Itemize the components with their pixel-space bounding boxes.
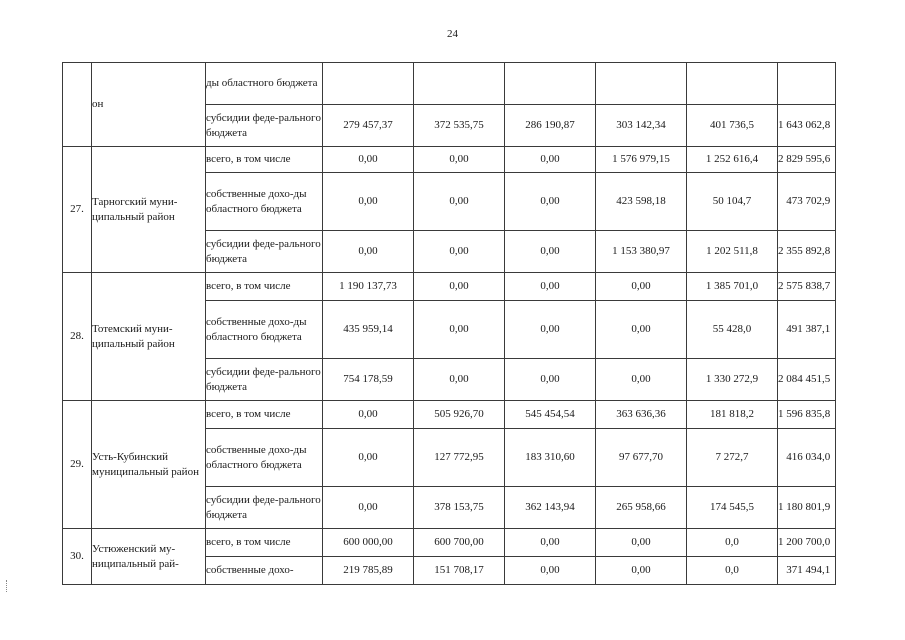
year-value: 1 576 979,15 [596,147,687,173]
year-value: 0,00 [596,359,687,401]
total-value [778,63,836,105]
year-value: 0,00 [414,273,505,301]
year-value: 423 598,18 [596,173,687,231]
year-value [323,63,414,105]
year-value: 0,00 [323,147,414,173]
year-value: 754 178,59 [323,359,414,401]
year-value: 0,00 [323,401,414,429]
year-value: 97 677,70 [596,429,687,487]
table-row [63,147,836,173]
page-number: 24 [447,28,458,40]
year-value [414,63,505,105]
year-value: 0,0 [687,529,778,557]
year-value: 1 153 380,97 [596,231,687,273]
year-value: 362 143,94 [505,487,596,529]
year-value: 0,00 [505,301,596,359]
year-value: 0,00 [505,557,596,585]
year-value: 50 104,7 [687,173,778,231]
year-value: 363 636,36 [596,401,687,429]
budget-category: субсидии феде-рального бюджета [206,231,323,273]
year-value: 279 457,37 [323,105,414,147]
total-value: 371 494,1 [778,557,836,585]
total-value: 2 575 838,7 [778,273,836,301]
year-value: 545 454,54 [505,401,596,429]
budget-category: всего, в том числе [206,273,323,301]
year-value [596,63,687,105]
year-value: 600 700,00 [414,529,505,557]
year-value: 401 736,5 [687,105,778,147]
total-value: 1 180 801,9 [778,487,836,529]
table-row [63,529,836,557]
year-value: 286 190,87 [505,105,596,147]
year-value: 265 958,66 [596,487,687,529]
year-value [687,63,778,105]
row-number: 29. [63,401,92,529]
year-value: 0,00 [505,273,596,301]
year-value: 7 272,7 [687,429,778,487]
district-name: он [92,63,206,147]
year-value: 219 785,89 [323,557,414,585]
table-row [63,273,836,301]
budget-category: собственные дохо-ды областного бюджета [206,173,323,231]
year-value: 0,00 [596,273,687,301]
year-value: 0,00 [414,301,505,359]
total-value: 491 387,1 [778,301,836,359]
budget-category: собственные дохо-ды областного бюджета [206,301,323,359]
year-value: 1 202 511,8 [687,231,778,273]
district-name: Усть-Кубинский муниципальный район [92,401,206,529]
year-value: 151 708,17 [414,557,505,585]
total-value: 1 643 062,8 [778,105,836,147]
total-value: 416 034,0 [778,429,836,487]
row-number: 27. [63,147,92,273]
year-value: 0,00 [323,487,414,529]
total-value: 2 829 595,6 [778,147,836,173]
year-value: 0,00 [505,359,596,401]
row-number: 28. [63,273,92,401]
year-value: 0,00 [505,231,596,273]
year-value: 378 153,75 [414,487,505,529]
total-value: 2 355 892,8 [778,231,836,273]
budget-category: собственные дохо-ды областного бюджета [206,429,323,487]
year-value: 0,00 [323,231,414,273]
total-value: 473 702,9 [778,173,836,231]
budget-category: ды областного бюджета [206,63,323,105]
year-value: 303 142,34 [596,105,687,147]
table-row [63,63,836,105]
budget-category: субсидии феде-рального бюджета [206,487,323,529]
row-number [63,63,92,147]
margin-mark [6,580,11,592]
year-value: 0,00 [596,529,687,557]
year-value: 435 959,14 [323,301,414,359]
year-value: 0,00 [323,429,414,487]
district-name: Тарногский муни-ципальный район [92,147,206,273]
year-value: 0,00 [414,231,505,273]
year-value [505,63,596,105]
row-number: 30. [63,529,92,585]
year-value: 1 190 137,73 [323,273,414,301]
year-value: 1 330 272,9 [687,359,778,401]
year-value: 505 926,70 [414,401,505,429]
year-value: 600 000,00 [323,529,414,557]
year-value: 127 772,95 [414,429,505,487]
budget-category: всего, в том числе [206,401,323,429]
total-value: 1 200 700,0 [778,529,836,557]
year-value: 0,00 [414,147,505,173]
year-value: 372 535,75 [414,105,505,147]
year-value: 0,00 [505,147,596,173]
total-value: 2 084 451,5 [778,359,836,401]
table-row [63,401,836,429]
year-value: 0,00 [414,359,505,401]
budget-category: всего, в том числе [206,147,323,173]
budget-category: субсидии феде-рального бюджета [206,359,323,401]
budget-category: всего, в том числе [206,529,323,557]
year-value: 0,00 [596,301,687,359]
total-value: 1 596 835,8 [778,401,836,429]
budget-category: собственные дохо- [206,557,323,585]
year-value: 0,00 [596,557,687,585]
year-value: 183 310,60 [505,429,596,487]
year-value: 0,00 [323,173,414,231]
year-value: 181 818,2 [687,401,778,429]
year-value: 0,00 [414,173,505,231]
year-value: 55 428,0 [687,301,778,359]
year-value: 174 545,5 [687,487,778,529]
budget-category: субсидии феде-ральногo бюджета [206,105,323,147]
year-value: 1 252 616,4 [687,147,778,173]
year-value: 0,00 [505,173,596,231]
year-value: 0,0 [687,557,778,585]
table-body [63,63,836,585]
district-name: Устюженский му-ниципальный рай- [92,529,206,585]
year-value: 1 385 701,0 [687,273,778,301]
district-name: Тотемский муни-ципальный район [92,273,206,401]
budget-table [62,62,836,585]
year-value: 0,00 [505,529,596,557]
